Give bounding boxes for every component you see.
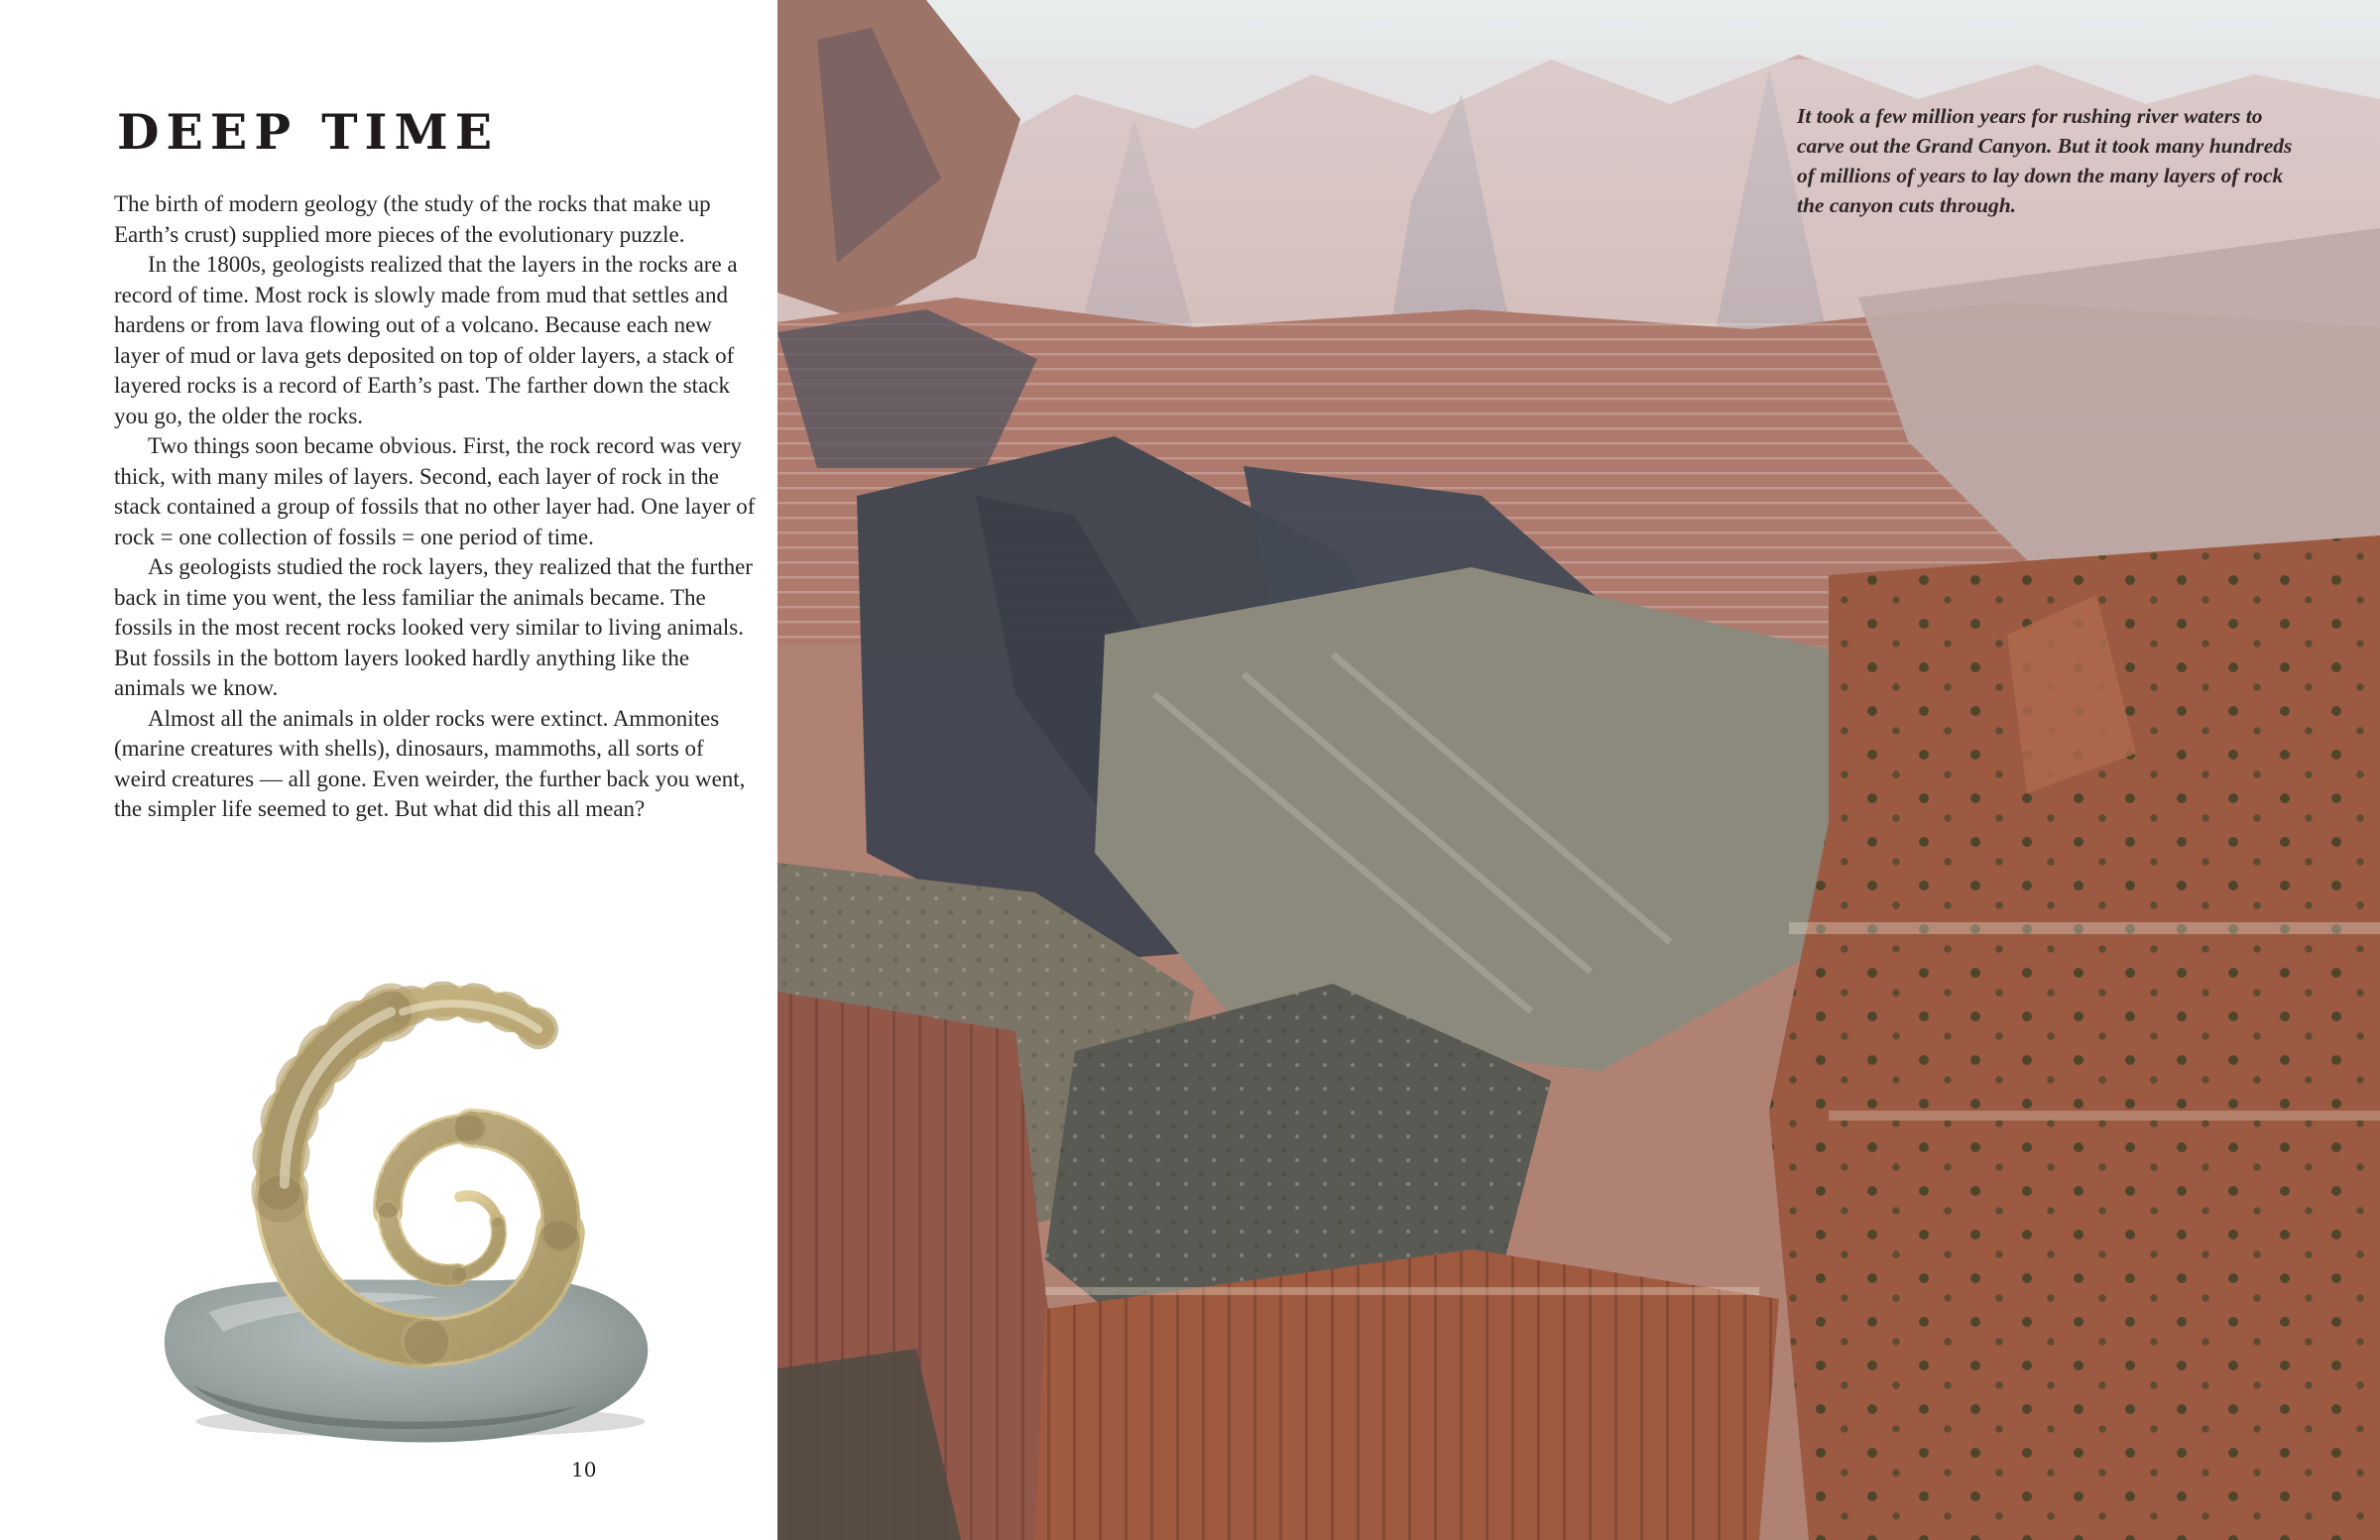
page-number: 10	[571, 1458, 597, 1481]
page-title: DEEP TIME	[117, 103, 500, 161]
paragraph: Two things soon became obvious. First, the rock record was very thick, with many miles of layers. Second, each layer of rock in the stack contained a group of fossils that no other layer had. One layer of rock = one collection of fossils = one period of time.	[114, 433, 756, 549]
paragraph: The birth of modern geology (the study of the rocks that make up Earth’s crust) supplied more pieces of the evolutionary puzzle.	[114, 191, 711, 247]
left-page	[0, 0, 777, 1540]
paragraph: Almost all the animals in older rocks were extinct. Ammonites (marine creatures with shells), dinosaurs, mammoths, all sorts of weird creatures — all gone. Even weirder, the further back you went, the simpler life seemed to get. But what did this all mean?	[114, 705, 746, 821]
grand-canyon-photo	[777, 0, 2380, 1540]
right-page	[777, 0, 2380, 1540]
paragraph: In the 1800s, geologists realized that the layers in the rocks are a record of time. Most rock is slowly made from mud that settles and hardens or from lava flowing out of a volcano. Because each new layer of mud or lava gets deposited on top of older layers, a stack of layered rocks is a record of Earth’s past. The farther down the stack you go, the older the rocks.	[114, 252, 738, 428]
photo-caption: It took a few million years for rushing river waters to carve out the Grand Canyon. But it took many hundreds of millions of years to lay down the many layers of rock the canyon cuts through.	[1797, 104, 2293, 217]
paragraph: As geologists studied the rock layers, they realized that the further back in time you went, the less familiar the animals became. The fossils in the most recent rocks looked very similar to living animals. But fossils in the bottom layers looked hardly anything like the animals we know.	[114, 554, 753, 700]
ammonite-fossil-image	[115, 972, 706, 1446]
ammonite-fossil-figure	[115, 972, 706, 1446]
body-text	[114, 189, 757, 825]
